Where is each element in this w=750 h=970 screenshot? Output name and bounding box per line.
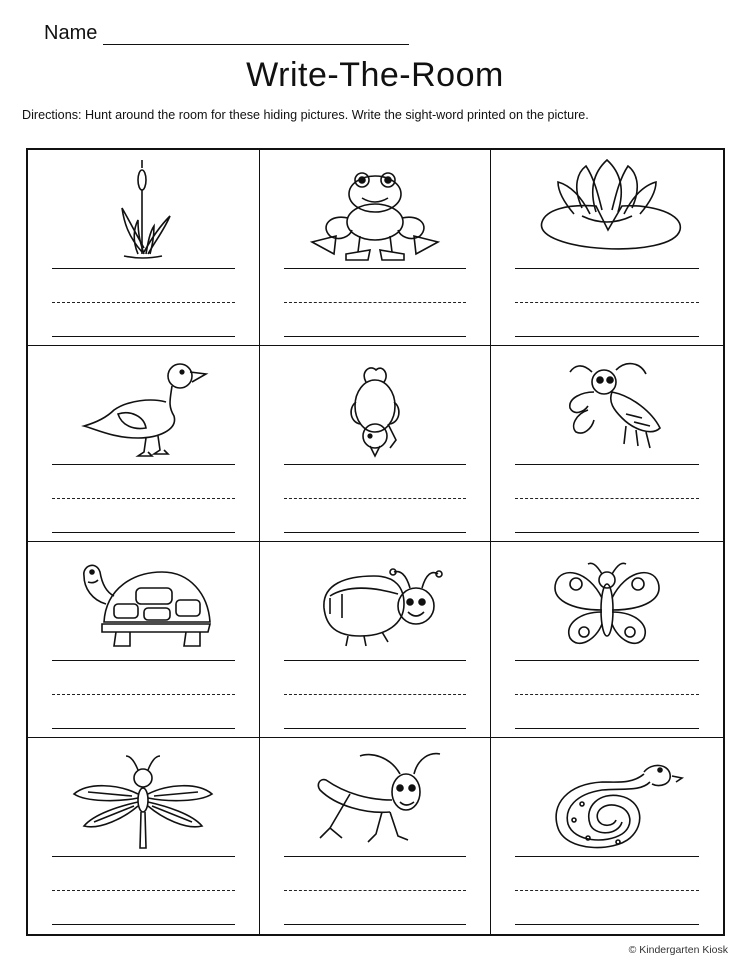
lily-pad-flower-icon	[522, 156, 692, 266]
baseline	[284, 336, 467, 337]
answer-line[interactable]	[52, 464, 235, 465]
dragonfly-icon	[58, 744, 228, 854]
baseline	[52, 532, 235, 533]
midline-dashed	[515, 890, 699, 891]
worksheet-cell	[491, 738, 723, 934]
copyright-text: © Kindergarten Kiosk	[628, 944, 728, 956]
worksheet-grid	[26, 148, 725, 936]
name-field[interactable]	[103, 24, 409, 45]
answer-line[interactable]	[515, 464, 699, 465]
answer-line[interactable]	[284, 464, 467, 465]
answer-line[interactable]	[515, 856, 699, 857]
midline-dashed	[284, 890, 467, 891]
baseline	[284, 924, 467, 925]
answer-line[interactable]	[52, 856, 235, 857]
midline-dashed	[52, 890, 235, 891]
frog-icon	[290, 156, 460, 266]
midline-dashed	[284, 694, 467, 695]
beetle-icon	[290, 548, 460, 658]
midline-dashed	[52, 694, 235, 695]
worksheet-cell	[28, 346, 260, 542]
worksheet-cell	[28, 150, 260, 346]
midline-dashed	[284, 498, 467, 499]
worksheet-cell	[491, 150, 723, 346]
cattail-icon	[58, 156, 228, 266]
worksheet-cell	[260, 738, 492, 934]
worksheet-cell	[491, 346, 723, 542]
grasshopper-icon	[290, 744, 460, 854]
baseline	[52, 924, 235, 925]
worksheet-cell	[491, 542, 723, 738]
midline-dashed	[515, 694, 699, 695]
midline-dashed	[284, 302, 467, 303]
worksheet-cell	[28, 738, 260, 934]
directions-text: Directions: Hunt around the room for these hiding pictures. Write the sight-word printed on the picture.	[22, 108, 589, 122]
name-row	[44, 22, 409, 45]
baseline	[515, 728, 699, 729]
midline-dashed	[515, 302, 699, 303]
worksheet-cell	[260, 346, 492, 542]
answer-line[interactable]	[515, 660, 699, 661]
midline-dashed	[52, 498, 235, 499]
worksheet-cell	[260, 150, 492, 346]
answer-line[interactable]	[284, 268, 467, 269]
snake-icon	[522, 744, 692, 854]
answer-line[interactable]	[52, 660, 235, 661]
baseline	[515, 336, 699, 337]
page-title: Write-The-Room	[246, 56, 504, 94]
baseline	[52, 728, 235, 729]
answer-line[interactable]	[52, 268, 235, 269]
diving-duck-icon	[290, 352, 460, 462]
baseline	[284, 532, 467, 533]
answer-line[interactable]	[284, 660, 467, 661]
crayfish-icon	[522, 352, 692, 462]
baseline	[52, 336, 235, 337]
worksheet-cell	[260, 542, 492, 738]
midline-dashed	[52, 302, 235, 303]
answer-line[interactable]	[284, 856, 467, 857]
midline-dashed	[515, 498, 699, 499]
name-label: Name	[44, 22, 98, 44]
baseline	[515, 924, 699, 925]
turtle-icon	[58, 548, 228, 658]
baseline	[515, 532, 699, 533]
duck-icon	[58, 352, 228, 462]
butterfly-icon	[522, 548, 692, 658]
baseline	[284, 728, 467, 729]
worksheet-cell	[28, 542, 260, 738]
answer-line[interactable]	[515, 268, 699, 269]
